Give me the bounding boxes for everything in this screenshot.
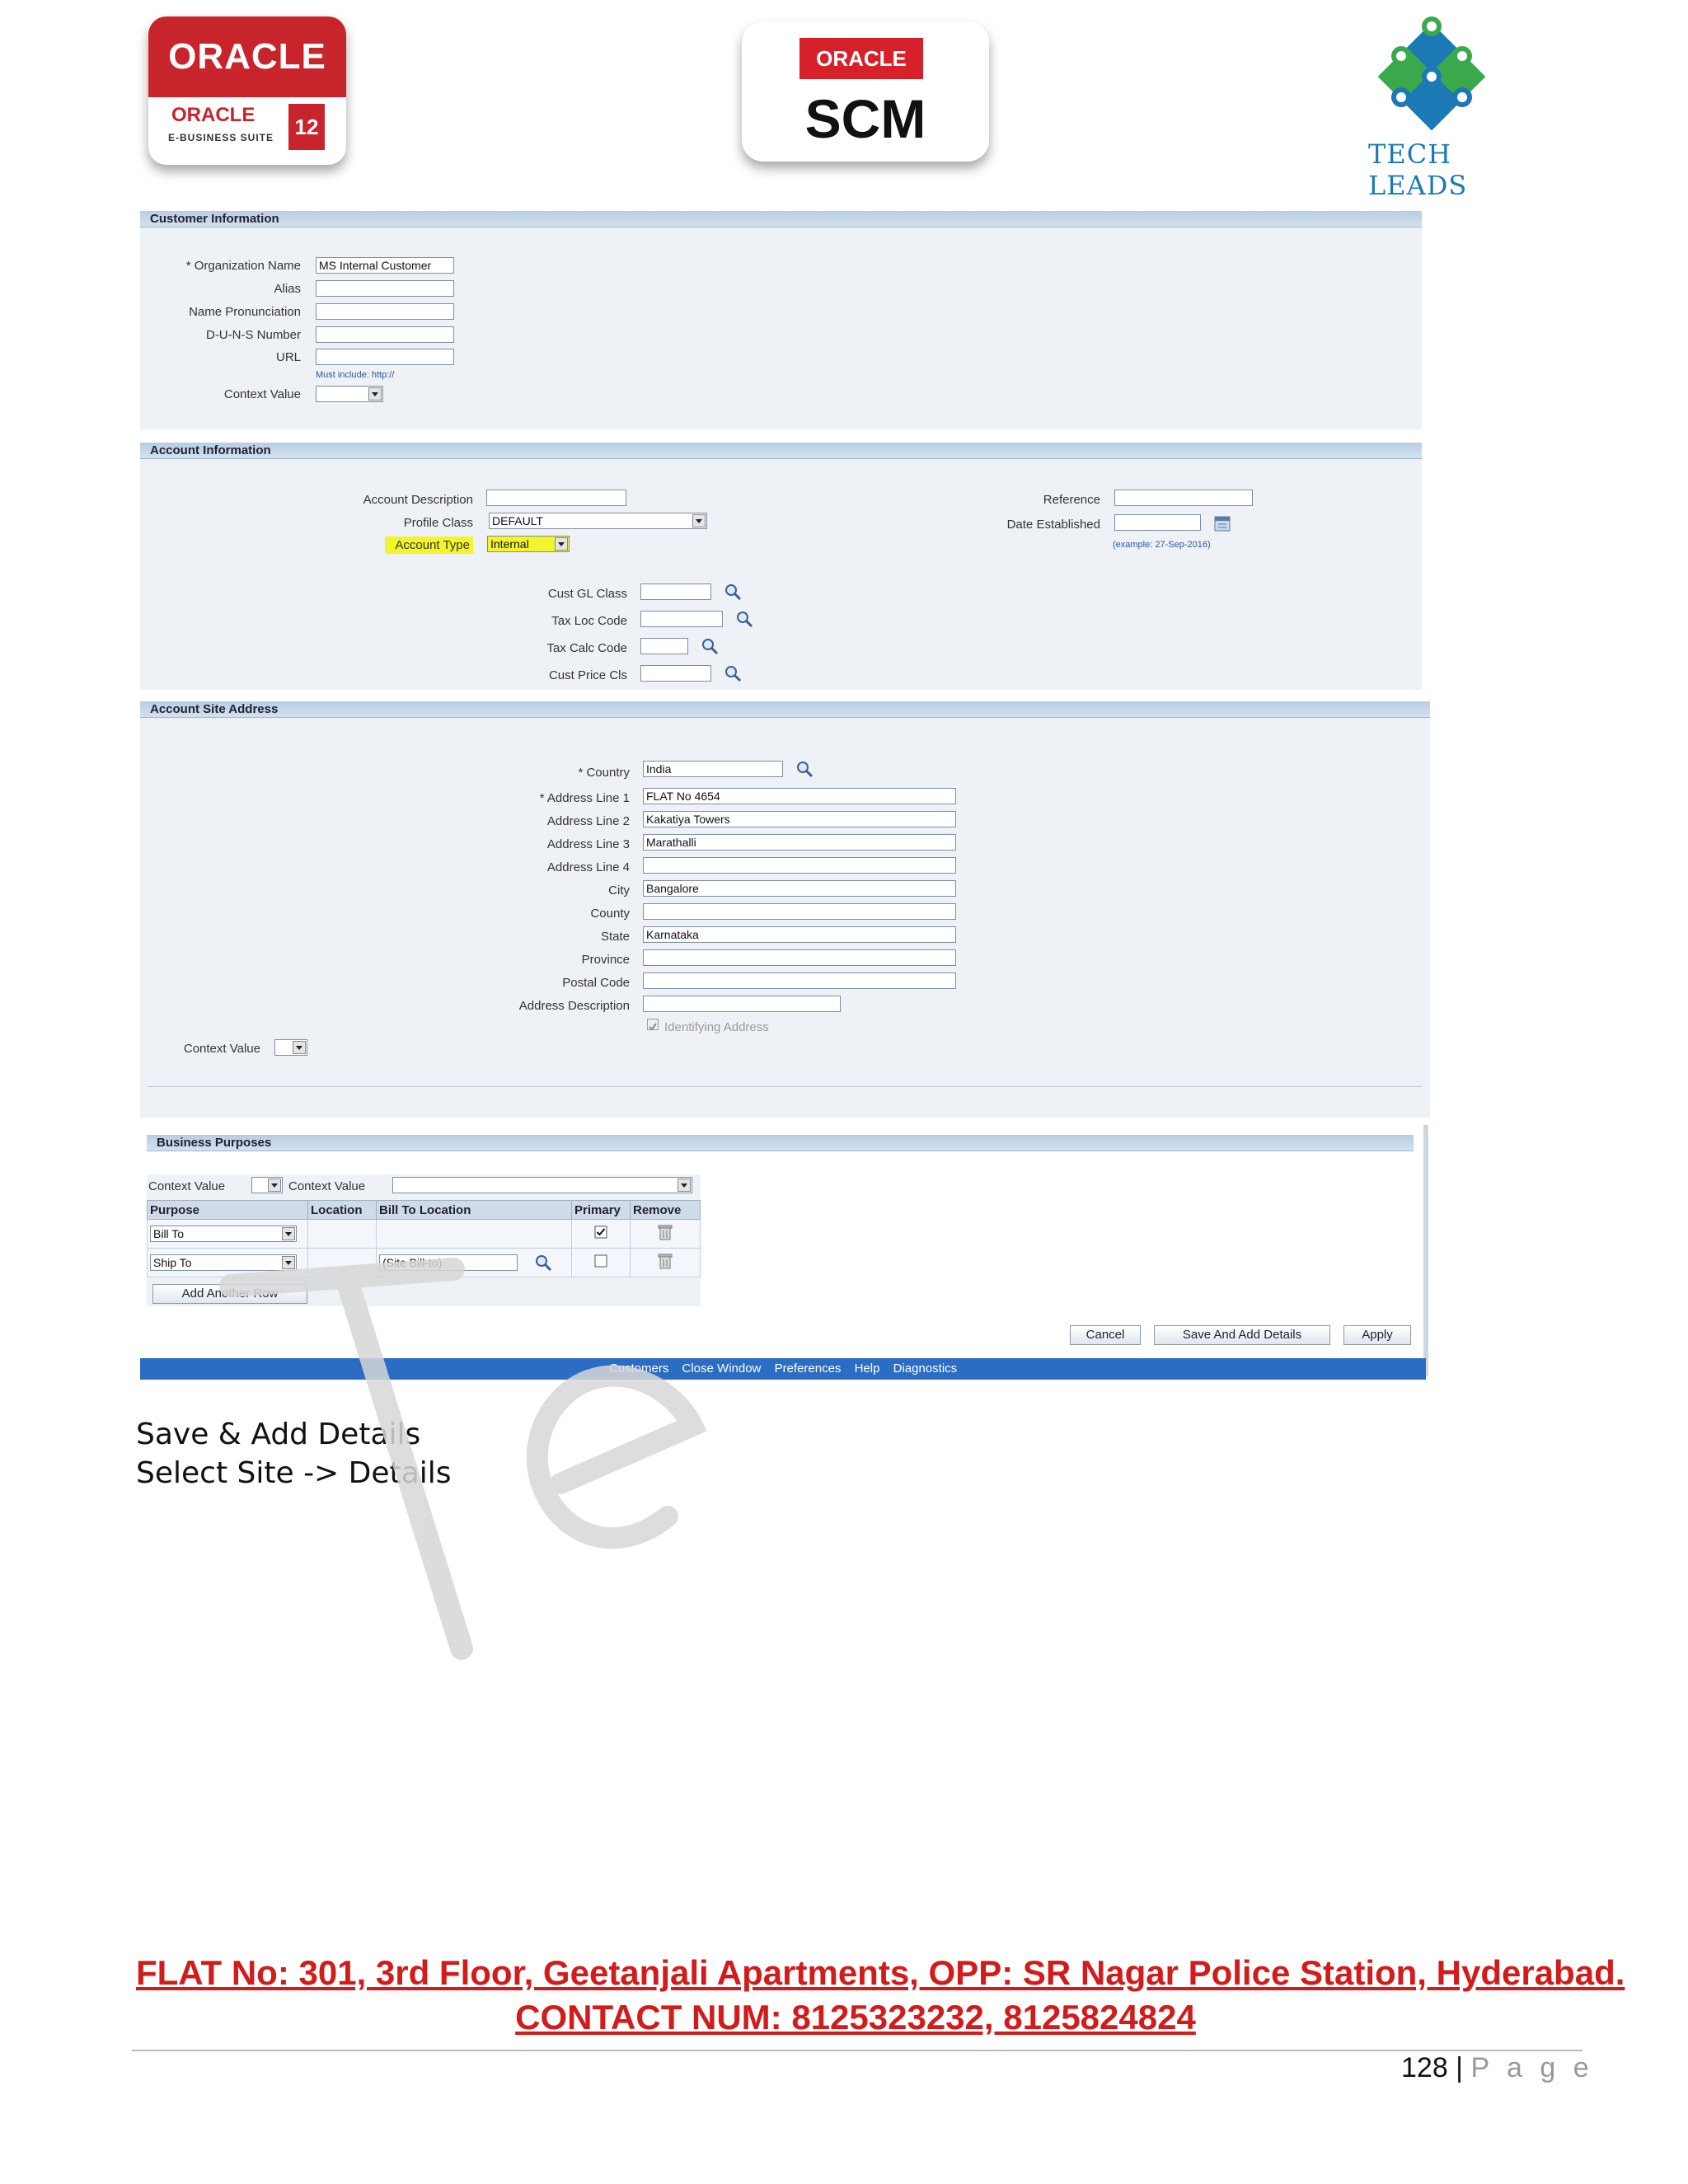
chevron-down-icon — [692, 514, 706, 527]
footer-link-customers[interactable]: Customers — [608, 1361, 669, 1376]
instruction-line-2: Select Site -> Details — [136, 1456, 452, 1490]
profile-class-label: Profile Class — [403, 516, 473, 530]
address-line3-input[interactable]: Marathalli — [643, 834, 956, 851]
address-line1-label: * Address Line 1 — [539, 791, 630, 805]
organization-name-label: * Organization Name — [185, 259, 301, 273]
site-context-value-label: Context Value — [183, 1042, 260, 1056]
postal-code-label: Postal Code — [562, 976, 630, 990]
cust-price-cls-input[interactable] — [640, 665, 711, 682]
column-header-purpose: Purpose — [148, 1201, 308, 1220]
oracle-logo-subtitle: ORACLE — [171, 104, 256, 126]
search-icon[interactable] — [701, 637, 719, 655]
country-label: * Country — [578, 766, 630, 780]
column-header-remove: Remove — [631, 1201, 701, 1220]
account-type-label: Account Type — [385, 537, 473, 554]
footer-divider — [132, 2050, 1582, 2051]
county-input[interactable] — [643, 903, 956, 920]
purpose-value: Bill To — [153, 1227, 185, 1240]
address-line2-label: Address Line 2 — [546, 814, 630, 828]
footer-link-preferences[interactable]: Preferences — [774, 1361, 842, 1376]
site-context-value-select[interactable] — [274, 1039, 307, 1056]
footer-link-close-window[interactable]: Close Window — [682, 1361, 762, 1376]
postal-code-input[interactable] — [643, 972, 956, 989]
calendar-icon[interactable] — [1213, 514, 1231, 532]
oracle-ebs-logo — [148, 16, 346, 165]
reference-label: Reference — [1043, 493, 1100, 507]
customer-context-value-label: Context Value — [223, 387, 301, 401]
save-and-add-details-button[interactable]: Save And Add Details — [1154, 1325, 1330, 1345]
oracle-scm-logo — [742, 21, 989, 162]
duns-number-label: D-U-N-S Number — [205, 328, 301, 342]
tech-leads-logo-text: TECH LEADS — [1368, 138, 1468, 201]
bill-to-location-input[interactable]: (Site Bill-to) — [379, 1254, 518, 1271]
address-line4-input[interactable] — [643, 857, 956, 874]
chevron-down-icon — [293, 1041, 306, 1054]
alias-input[interactable] — [316, 280, 454, 297]
account-information-header: Account Information — [140, 443, 1422, 459]
reference-input[interactable] — [1114, 490, 1253, 506]
city-input[interactable]: Bangalore — [643, 880, 956, 897]
oracle-logo-title: ORACLE — [148, 16, 346, 97]
tax-calc-code-input[interactable] — [640, 638, 688, 654]
account-information-panel — [140, 443, 1422, 690]
address-description-label: Address Description — [518, 999, 630, 1013]
address-line1-input[interactable]: FLAT No 4654 — [643, 788, 956, 804]
date-established-hint: (example: 27-Sep-2016) — [1113, 540, 1211, 550]
identifying-address-label: Identifying Address — [664, 1020, 769, 1034]
site-address-header: Account Site Address — [140, 701, 1430, 718]
search-icon[interactable] — [724, 664, 742, 682]
country-input[interactable]: India — [643, 761, 783, 777]
oracle-logo-release: 12 — [288, 104, 325, 150]
table-header-row — [148, 1201, 701, 1220]
search-icon[interactable] — [724, 583, 742, 601]
column-header-primary: Primary — [572, 1201, 631, 1220]
scrollbar[interactable] — [1423, 1125, 1428, 1376]
identifying-address-checkbox[interactable] — [647, 1019, 659, 1030]
page-number: 128 | P a g e — [1401, 2052, 1594, 2083]
profile-class-value: DEFAULT — [492, 514, 543, 527]
tax-loc-code-input[interactable] — [640, 611, 723, 627]
column-header-bill-to-location: Bill To Location — [377, 1201, 572, 1220]
chevron-down-icon — [368, 387, 382, 401]
tech-leads-logo — [1352, 15, 1517, 201]
address-line3-label: Address Line 3 — [546, 837, 630, 851]
chevron-down-icon — [268, 1179, 281, 1192]
search-icon[interactable] — [735, 610, 753, 628]
apply-button[interactable]: Apply — [1343, 1325, 1411, 1345]
scm-logo-tag: ORACLE — [799, 38, 923, 79]
customer-information-header: Customer Information — [140, 211, 1422, 227]
province-label: Province — [581, 953, 630, 967]
cancel-button[interactable]: Cancel — [1070, 1325, 1141, 1345]
tax-loc-code-label: Tax Loc Code — [551, 614, 627, 628]
customer-context-value-select[interactable] — [316, 386, 383, 402]
column-header-location: Location — [308, 1201, 377, 1220]
checkmark-icon — [648, 1022, 658, 1032]
watermark-graphic — [206, 1236, 783, 1681]
address-line4-label: Address Line 4 — [546, 860, 630, 874]
purpose-value: Ship To — [153, 1256, 192, 1269]
tax-calc-code-label: Tax Calc Code — [546, 641, 627, 655]
bp-context-value-select-2[interactable] — [392, 1177, 692, 1193]
date-established-input[interactable] — [1114, 514, 1201, 531]
account-type-select[interactable] — [487, 536, 570, 552]
business-purposes-header: Business Purposes — [147, 1135, 1414, 1151]
instruction-line-1: Save & Add Details — [136, 1418, 421, 1451]
bp-context-value-select-1[interactable] — [251, 1177, 283, 1193]
page-number-value: 128 — [1401, 2052, 1448, 2083]
state-label: State — [600, 930, 630, 944]
profile-class-select[interactable] — [489, 513, 707, 529]
page-label: P a g e — [1470, 2052, 1594, 2083]
scm-logo-title: SCM — [804, 88, 926, 149]
address-line2-input[interactable]: Kakatiya Towers — [643, 811, 956, 827]
account-description-input[interactable] — [486, 490, 626, 506]
duns-number-input[interactable] — [316, 326, 454, 343]
cust-price-cls-label: Cust Price Cls — [548, 668, 627, 682]
chevron-down-icon — [555, 537, 568, 551]
date-established-label: Date Established — [1006, 518, 1100, 532]
url-input[interactable] — [316, 349, 454, 365]
footer-link-help[interactable]: Help — [854, 1361, 880, 1376]
footer-link-diagnostics[interactable]: Diagnostics — [893, 1361, 958, 1376]
alias-label: Alias — [274, 282, 301, 296]
county-label: County — [590, 907, 630, 921]
footer-contact: CONTACT NUM: 8125323232, 8125824824 — [515, 1998, 1196, 2036]
account-type-value: Internal — [490, 537, 529, 551]
search-icon[interactable] — [795, 760, 814, 778]
cust-gl-class-input[interactable] — [640, 583, 711, 600]
name-pronunciation-label: Name Pronunciation — [189, 305, 301, 319]
state-input[interactable]: Karnataka — [643, 926, 956, 943]
organization-name-input[interactable]: MS Internal Customer — [316, 257, 454, 274]
add-another-row-button[interactable]: Add Another Row — [152, 1284, 307, 1304]
address-description-input[interactable] — [643, 996, 841, 1012]
city-label: City — [608, 883, 630, 898]
bp-context-value-label-1: Context Value — [148, 1179, 226, 1193]
cust-gl-class-label: Cust GL Class — [547, 587, 627, 601]
tech-leads-emblem-icon — [1352, 15, 1517, 138]
oracle-logo-suite: E-BUSINESS SUITE — [168, 132, 274, 143]
bp-context-value-label-2: Context Value — [288, 1179, 366, 1193]
url-label: URL — [275, 350, 301, 364]
chevron-down-icon — [678, 1179, 691, 1192]
url-hint: Must include: http:// — [316, 370, 395, 380]
province-input[interactable] — [643, 949, 956, 966]
footer-address: FLAT No: 301, 3rd Floor, Geetanjali Apartments, OPP: SR Nagar Police Station, Hyderabad. — [136, 1953, 1625, 1992]
account-description-label: Account Description — [363, 493, 473, 507]
name-pronunciation-input[interactable] — [316, 303, 454, 320]
section-divider — [148, 1086, 1422, 1087]
